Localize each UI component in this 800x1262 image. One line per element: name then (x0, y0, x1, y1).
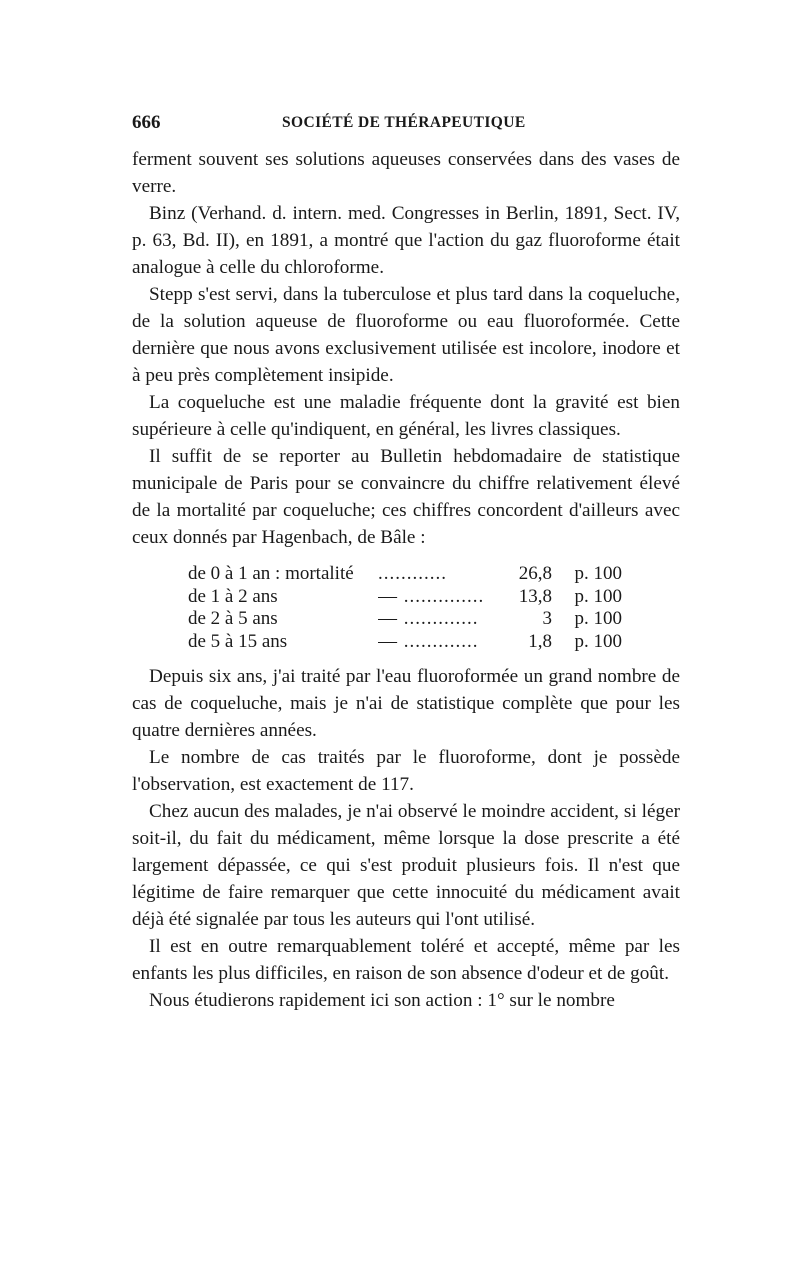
page-number: 666 (132, 112, 161, 133)
mortality-value: 13,8 (518, 585, 552, 607)
dot-leader: — ............. (378, 608, 479, 629)
paragraph-innocuite: Chez aucun des malades, je n'ai observé le moindre accident, si léger soit-il, du fait du médicament, même lorsque la dose prescrite a été largement dépassée, ce qui s'est produit plusieurs fois. Il n'est que légitime de faire remarquer que cette innocuité du médicament avait déjà été signalée par tous les auteurs qui l'ont utilisé. (132, 801, 680, 930)
dot-leader: ............ (378, 563, 447, 584)
paragraph-bulletin: Il suffit de se reporter au Bulletin hebdomadaire de statistique municipale de Paris pour se convaincre du chiffre relativement élevé de la mortalité par coqueluche; ces chiffres concordent d'ailleurs avec ceux donnés par Hagenbach, de Bâle : (132, 446, 680, 548)
dot-leader: — ............. (378, 630, 479, 652)
age-range: de 2 à 5 ans (188, 608, 278, 629)
table-row (188, 608, 622, 631)
age-range: de 1 à 2 ans (188, 585, 278, 607)
table-row (188, 563, 622, 586)
mortality-value: 1,8 (528, 630, 552, 652)
age-range: de 0 à 1 an : mortalité (188, 563, 354, 584)
mortality-unit: p. 100 (574, 630, 622, 652)
mortality-value: 3 (542, 608, 552, 629)
paragraph-six-ans: Depuis six ans, j'ai traité par l'eau fluoroformée un grand nombre de cas de coqueluche, mais je n'ai de statistique complète que pour les quatre dernières années. (132, 666, 680, 741)
mortality-unit: p. 100 (574, 608, 622, 629)
paragraph-coqueluche: La coqueluche est une maladie fréquente dont la gravité est bien supérieure à celle qu'indiquent, en général, les livres classiques. (132, 392, 680, 440)
paragraph-continuation: ferment souvent ses solutions aqueuses conservées dans des vases de verre. (132, 149, 680, 197)
page-header (132, 112, 680, 142)
paragraph-nombre-cas: Le nombre de cas traités par le fluoroforme, dont je possède l'observation, est exactement de 117. (132, 747, 680, 795)
mortality-unit: p. 100 (574, 585, 622, 607)
paragraph-action: Nous étudierons rapidement ici son action : 1° sur le nombre (149, 990, 615, 1011)
dot-leader: — .............. (378, 585, 485, 607)
paragraph-binz: Binz (Verhand. d. intern. med. Congresses in Berlin, 1891, Sect. IV, p. 63, Bd. II), en 1891, a montré que l'action du gaz fluoroforme était analogue à celle du chloroforme. (132, 203, 680, 278)
running-title: SOCIÉTÉ DE THÉRAPEUTIQUE (282, 114, 526, 131)
book-page (132, 112, 680, 1014)
mortality-unit: p. 100 (574, 563, 622, 584)
mortality-value: 26,8 (518, 563, 552, 584)
table-row (188, 631, 622, 654)
paragraph-tolere: Il est en outre remarquablement toléré et accepté, même par les enfants les plus difficiles, en raison de son absence d'odeur et de goût. (132, 936, 680, 984)
mortality-table (188, 563, 622, 653)
paragraph-stepp: Stepp s'est servi, dans la tuberculose et plus tard dans la coqueluche, de la solution aqueuse de fluoroforme ou eau fluoroformée. Cette dernière que nous avons exclusivement utilisée est incolore, inodore et à peu près complètement insipide. (132, 284, 680, 386)
table-row (188, 586, 622, 609)
age-range: de 5 à 15 ans (188, 630, 288, 652)
